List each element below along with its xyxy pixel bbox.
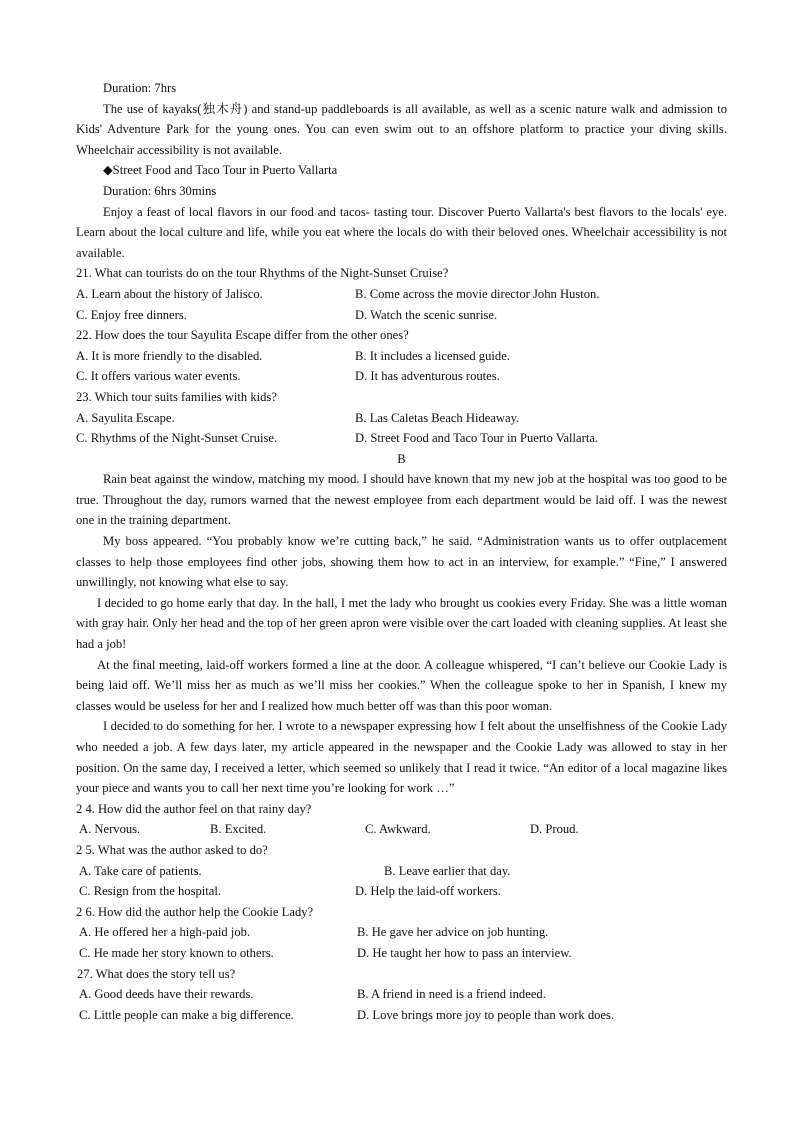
option-row <box>76 305 727 326</box>
tour-title: ◆Street Food and Taco Tour in Puerto Vallarta <box>103 163 338 178</box>
tour-description: Enjoy a feast of local flavors in our food and tacos- tasting tour. Discover Puerto Vallarta's best flavors to the locals' eye. Learn about the local culture and life, while you eat where the locals do with their beloved ones. Wheelchair accessibility is not available. <box>76 204 727 260</box>
option-d: D. He taught her how to pass an interview. <box>357 945 572 960</box>
question-stem: 23. Which tour suits families with kids? <box>76 389 277 404</box>
question-stem: 21. What can tourists do on the tour Rhythms of the Night-Sunset Cruise? <box>76 266 449 281</box>
option-a: A. Learn about the history of Jalisco. <box>76 286 263 301</box>
passage-paragraph: My boss appeared. “You probably know we’re cutting back,” he said. “Administration wants us to offer outplacement classes to help those employees find other jobs, showing them how to act in an interview, for example.” “Fine,” I answered unwillingly, not knowing what else to say. <box>76 534 727 590</box>
option-b: B. Leave earlier that day. <box>384 863 511 878</box>
passage-paragraph: At the final meeting, laid-off workers formed a line at the door. A colleague whispered, “I can’t believe our Cookie Lady is being laid off. We’ll miss her as much as we’ll miss her cookies.” When the colleague spoke to her in Spanish, I knew my classes would be useless for her and I realized how much better off was than this poor woman. <box>76 657 727 713</box>
option-row <box>76 861 727 882</box>
passage-paragraph: I decided to go home early that day. In the hall, I met the lady who brought us cookies every Friday. She was a little woman with gray hair. Only her head and the top of her green apron were visible over the cart loaded with cleaning supplies. At least she had a job! <box>76 595 727 652</box>
option-a: A. Take care of patients. <box>79 863 202 878</box>
option-c: C. Awkward. <box>365 822 431 837</box>
option-row <box>76 1005 727 1026</box>
option-row <box>76 346 727 367</box>
option-a: A. Nervous. <box>79 822 141 837</box>
option-c: C. Rhythms of the Night-Sunset Cruise. <box>76 431 278 446</box>
option-b: B. He gave her advice on job hunting. <box>357 925 549 940</box>
option-a: A. It is more friendly to the disabled. <box>76 348 263 363</box>
tour-duration: Duration: 6hrs 30mins <box>103 183 217 198</box>
option-b: B. Las Caletas Beach Hideaway. <box>355 410 520 425</box>
tour-duration: Duration: 7hrs <box>103 81 177 95</box>
option-row <box>76 943 727 964</box>
option-d: D. Proud. <box>530 822 579 837</box>
option-d: D. Love brings more joy to people than work does. <box>357 1007 615 1022</box>
option-d: D. It has adventurous routes. <box>355 369 500 384</box>
question-stem: 22. How does the tour Sayulita Escape differ from the other ones? <box>76 328 409 343</box>
option-d: D. Street Food and Taco Tour in Puerto Vallarta. <box>355 431 599 446</box>
option-row <box>76 366 727 387</box>
passage-paragraph: I decided to do something for her. I wrote to a newspaper expressing how I felt about the unselfishness of the Cookie Lady who needed a job. A few days later, my article appeared in the newspaper and the Cookie Lady was allowed to stay in her position. On the same day, I received a letter, which seemed so unlikely that I read it twice. “An editor of a local magazine likes your piece and wants you to call her next time you’re looking for work …” <box>76 719 727 796</box>
option-c: C. Resign from the hospital. <box>79 884 222 899</box>
option-b: B. A friend in need is a friend indeed. <box>357 987 546 1002</box>
option-c: C. Little people can make a big difference. <box>79 1007 294 1022</box>
tour-description: The use of kayaks(独木舟) and stand-up paddleboards is all available, as well as a scenic nature walk and admission to Kids' Adventure Park for the young ones. You can even swim out to an offshore platform to practice your diving skills. Wheelchair accessibility is not available. <box>76 101 727 157</box>
option-row <box>76 984 727 1005</box>
question-stem: 2 5. What was the author asked to do? <box>76 842 268 857</box>
option-row <box>76 819 727 840</box>
question-stem: 27. What does the story tell us? <box>77 966 236 981</box>
option-d: D. Help the laid-off workers. <box>355 884 501 899</box>
section-label: B <box>397 451 406 466</box>
option-b: B. It includes a licensed guide. <box>355 348 510 363</box>
option-a: A. Good deeds have their rewards. <box>79 987 254 1002</box>
content-block <box>76 78 727 1025</box>
option-a: A. Sayulita Escape. <box>76 410 175 425</box>
option-row <box>76 428 727 449</box>
option-d: D. Watch the scenic sunrise. <box>355 307 498 322</box>
option-row <box>76 881 727 902</box>
option-c: C. It offers various water events. <box>76 369 241 384</box>
option-a: A. He offered her a high-paid job. <box>79 925 251 940</box>
passage-paragraph: Rain beat against the window, matching my mood. I should have known that my new job at the hospital was too good to be true. Throughout the day, rumors warned that the newest employee from each department would be laid off. I was the newest one in the training department. <box>76 472 727 528</box>
question-stem: 2 4. How did the author feel on that rainy day? <box>76 801 312 816</box>
question-stem: 2 6. How did the author help the Cookie Lady? <box>76 904 314 919</box>
option-c: C. He made her story known to others. <box>79 945 274 960</box>
option-row <box>76 922 727 943</box>
option-c: C. Enjoy free dinners. <box>76 307 187 322</box>
option-b: B. Come across the movie director John Huston. <box>355 286 600 301</box>
option-b: B. Excited. <box>210 822 267 837</box>
option-row <box>76 408 727 429</box>
option-row <box>76 284 727 305</box>
